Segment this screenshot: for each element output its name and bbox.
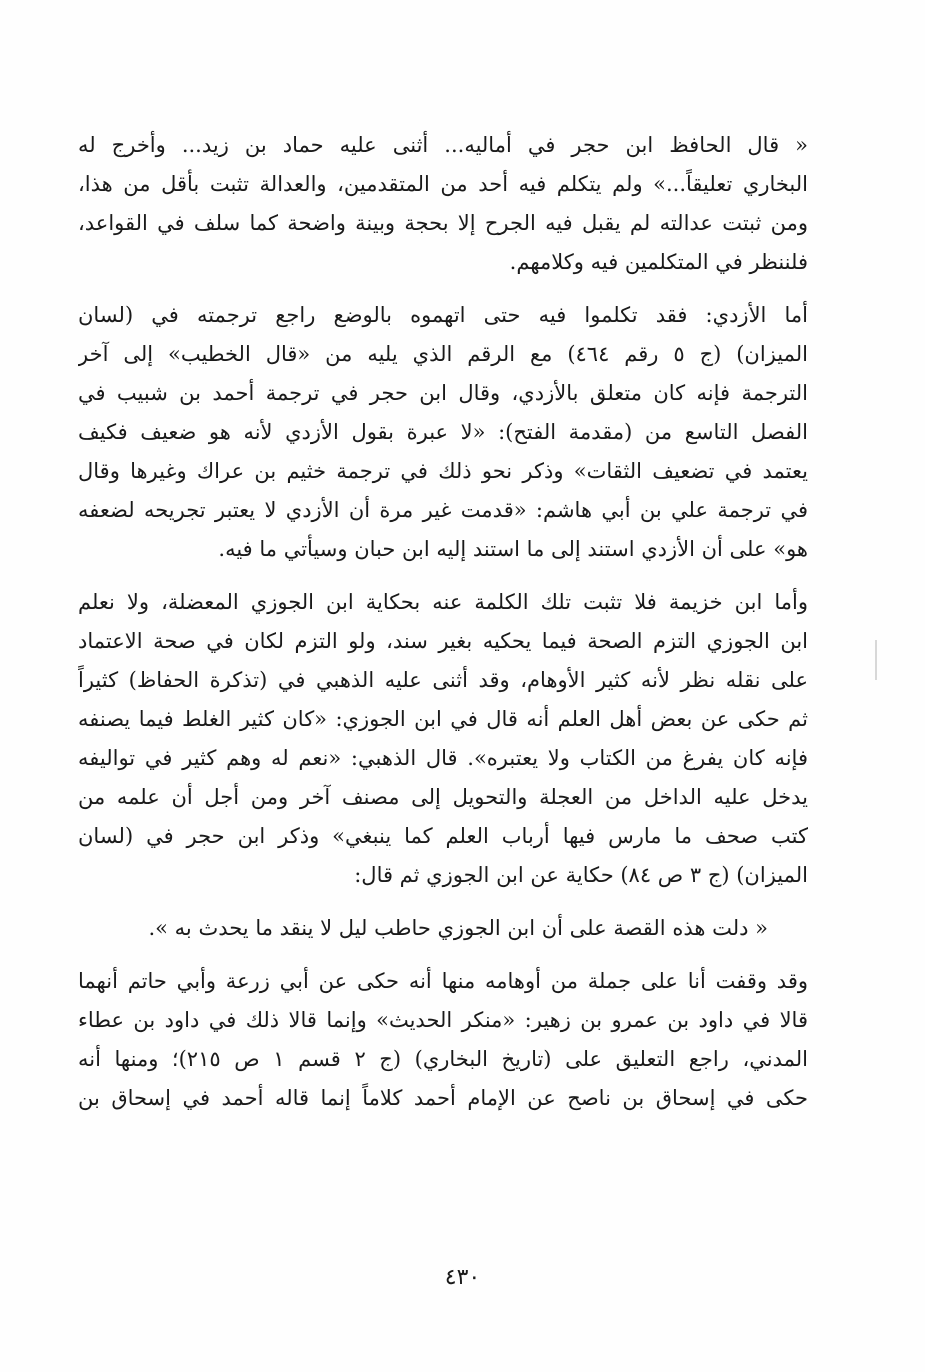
- text-line: الميزان) (ج ٥ رقم ٤٦٤) مع الرقم الذي يليه من «قال الخطيب» إلى آخر: [78, 342, 808, 366]
- text-line: فإنه كان يفرغ من الكتاب ولا يعتبره». قال الذهبي: «نعم له وهم كثير في تواليفه: [78, 746, 808, 770]
- text-line: على نقله نظر لأنه كثير الأوهام، وقد أثنى عليه الذهبي في (تذكرة الحفاظ) كثيراً: [78, 668, 808, 692]
- text-line: يدخل عليه الداخل من العجلة والتحويل إلى مصنف آخر ومن أجل أن علمه من: [78, 785, 808, 809]
- paragraph-3: [78, 583, 808, 895]
- text-line: البخاري تعليقاً...» ولم يتكلم فيه أحد من المتقدمين، والعدالة تثبت بأقل من هذا،: [78, 172, 808, 196]
- text-line: وأما ابن خزيمة فلا تثبت تلك الكلمة عنه بحكاية ابن الجوزي المعضلة، ولا نعلم: [78, 590, 808, 614]
- text-line: فلننظر في المتكلمين فيه وكلامهم.: [509, 250, 808, 274]
- text-line: أما الأزدي: فقد تكلموا فيه حتى اتهموه بالوضع راجع ترجمته في (لسان: [78, 303, 808, 327]
- text-line: ومن ثبتت عدالته لم يقبل فيه الجرح إلا بحجة وبينة واضحة كما سلف في القواعد،: [78, 211, 808, 235]
- text-line: يعتمد في تضعيف الثقات» وذكر نحو ذلك في ترجمة خثيم بن عراك وغيرها وقال: [78, 459, 808, 483]
- quotation-line: « دلت هذه القصة على أن ابن الجوزي حاطب ليل لا ينقد ما يحدث به ».: [148, 916, 768, 940]
- text-line: في ترجمة علي بن أبي هاشم: «قدمت غير مرة أن الأزدي لا يعتبر تجريحه لضعفه: [78, 498, 808, 522]
- text-line: حكى في إسحاق بن ناصح عن الإمام أحمد كلاماً إنما قاله أحمد في إسحاق بن: [78, 1086, 808, 1110]
- text-line: ابن الجوزي التزم الصحة فيما يحكيه بغير سند، ولو التزم لكان في صحة الاعتماد: [78, 629, 808, 653]
- text-line: هو» على أن الأزدي استند إلى ما استند إليه ابن حبان وسيأتي ما فيه.: [218, 537, 808, 561]
- paragraph-2: [78, 296, 808, 569]
- page-number: ٤٣٠: [444, 1265, 481, 1290]
- text-line: قالا في داود بن عمرو بن زهير: «منكر الحديث» وإنما قالا ذلك في داود بن عطاء: [78, 1008, 808, 1032]
- text-line: الترجمة فإنه كان متعلق بالأزدي، وقال ابن حجر في ترجمة أحمد بن شبيب في: [78, 381, 808, 405]
- scan-margin-mark: [875, 640, 877, 680]
- text-line: ثم حكى عن بعض أهل العلم أنه قال في ابن الجوزي: «كان كثير الغلط فيما يصنفه: [78, 707, 808, 731]
- text-line: المدني، راجع التعليق على (تاريخ البخاري) (ج ٢ قسم ١ ص ٢١٥)؛ ومنها أنه: [78, 1047, 808, 1071]
- body-text: [78, 126, 808, 1132]
- text-line: « قال الحافظ ابن حجر في أماليه... أثنى عليه حماد بن زيد... وأخرج له: [78, 133, 808, 157]
- text-line: وقد وقفت أنا على جملة من أوهامه منها أنه حكى عن أبي زرعة وأبي حاتم أنهما: [78, 969, 808, 993]
- paragraph-1: [78, 126, 808, 282]
- text-line: الفصل التاسع من (مقدمة الفتح): «لا عبرة بقول الأزدي لأنه هو ضعيف فكيف: [78, 420, 808, 444]
- quotation-paragraph: [78, 909, 808, 948]
- text-line: كتب صحف ما مارس فيها أرباب العلم كما ينبغي» وذكر ابن حجر في (لسان: [78, 824, 808, 848]
- text-line: الميزان) (ج ٣ ص ٨٤) حكاية عن ابن الجوزي ثم قال:: [354, 863, 808, 887]
- paragraph-5: [78, 962, 808, 1118]
